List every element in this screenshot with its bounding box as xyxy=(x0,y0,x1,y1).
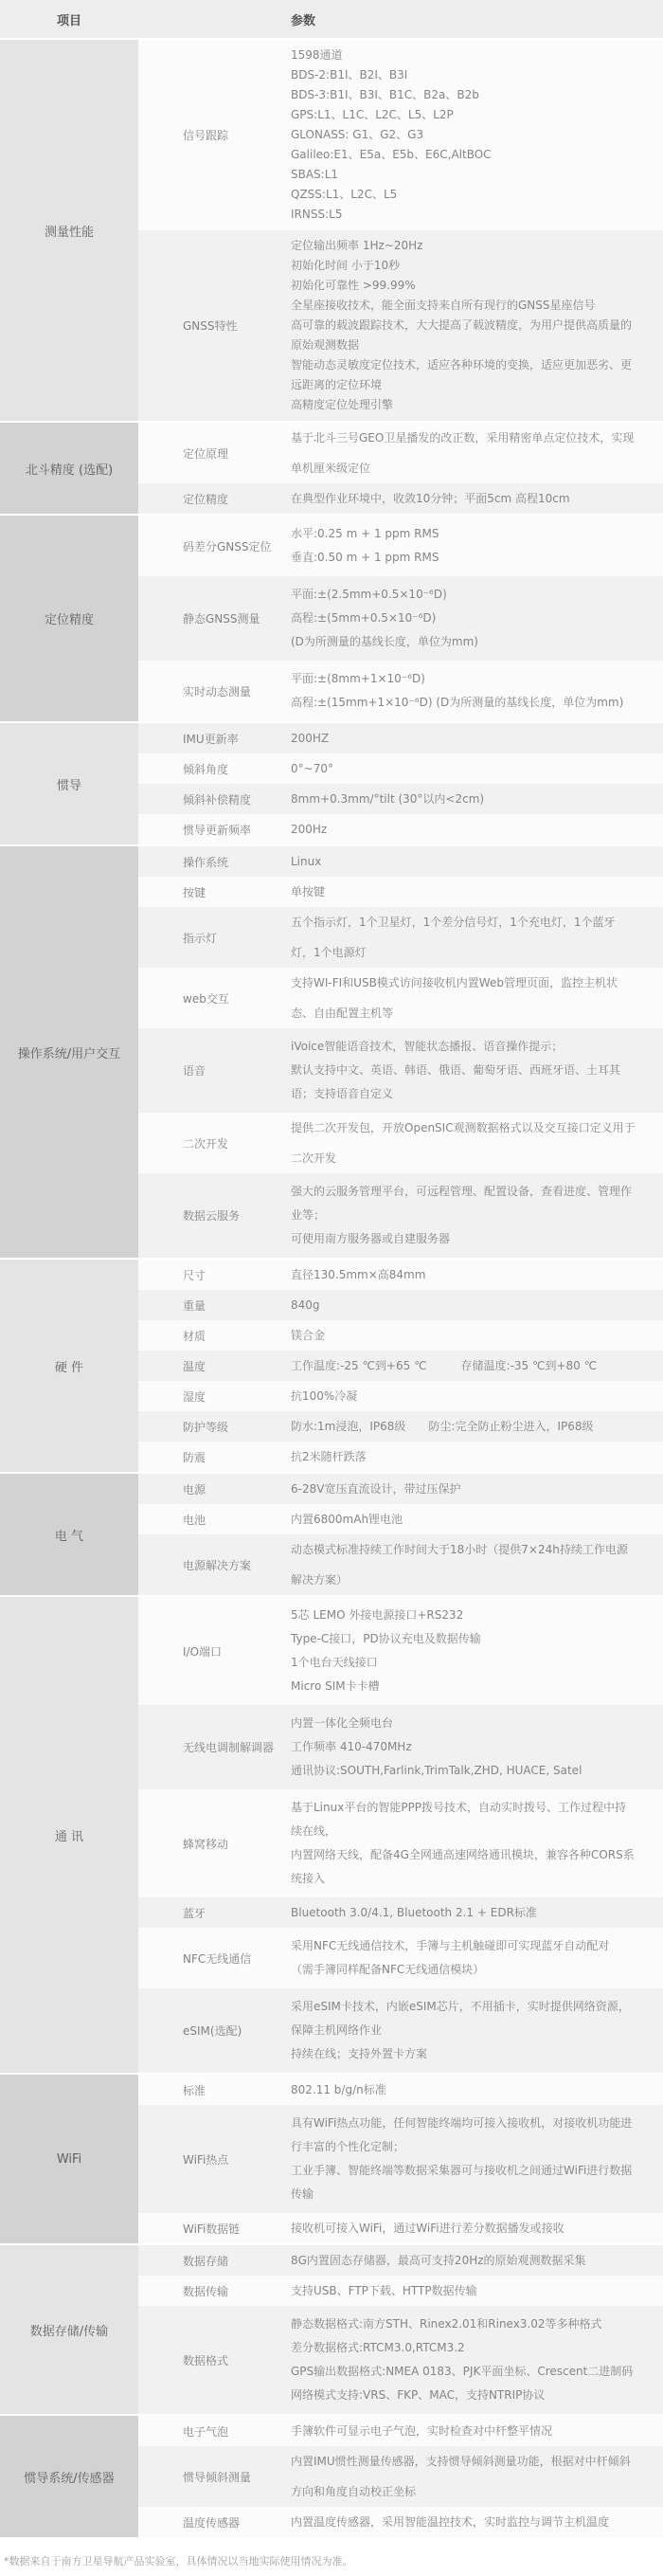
value-line: 抗2米随杆跌落 xyxy=(291,1450,367,1463)
value-line: (D为所测量的基线长度，单位为mm) xyxy=(291,635,478,648)
value-line: 可使用南方服务器或自建服务器 xyxy=(291,1232,451,1245)
value-line: 采用eSIM卡技术，内嵌eSIM芯片，不用插卡，实时提供网络资源，保障主机网络作业 xyxy=(291,2000,630,2037)
row-label: 指示灯 xyxy=(183,931,218,945)
row-value xyxy=(291,1180,663,1251)
row-label: 温度 xyxy=(183,1359,206,1373)
row-value xyxy=(291,846,663,877)
footnote: *数据来自于南方卫星导航产品实验室，具体情况以当地实际使用情况为准。 xyxy=(4,2555,353,2567)
spec-row xyxy=(138,1988,663,2073)
row-label: 数据传输 xyxy=(183,2284,229,2298)
row-value xyxy=(291,1796,663,1891)
row-label: 按键 xyxy=(183,885,206,899)
spec-row xyxy=(138,661,663,721)
spec-row xyxy=(138,483,663,514)
spec-row xyxy=(138,1028,663,1113)
row-value xyxy=(291,45,663,225)
row-value xyxy=(291,1381,663,1411)
table-header-row xyxy=(0,0,663,40)
spec-row xyxy=(138,40,663,230)
row-value xyxy=(291,2213,663,2243)
spec-row xyxy=(138,2306,663,2414)
row-label: 材质 xyxy=(183,1329,206,1343)
value-line: iVoice智能语音技术，智能状态播报、语音操作提示； xyxy=(291,1040,564,1053)
spec-row xyxy=(138,1705,663,1789)
value-line: 通讯协议:SOUTH,Farlink,TrimTalk,ZHD, HUACE, Satel xyxy=(291,1764,582,1777)
value-line: 高可靠的载波跟踪技术，大大提高了载波精度，为用户提供高质量的原始观测数据 xyxy=(291,318,633,352)
group-rows xyxy=(138,846,663,1258)
value-line: 高程:±(15mm+1×10⁻⁶D) (D为所测量的基线长度，单位为mm) xyxy=(291,696,624,709)
value-line: 镁合金 xyxy=(291,1329,326,1342)
value-line: BDS-2:B1I、B2I、B3I xyxy=(291,68,408,82)
value-line: 基于北斗三号GEO卫星播发的改正数，采用精密单点定位技术，实现单机厘米级定位 xyxy=(291,431,635,475)
row-label: 蓝牙 xyxy=(183,1906,206,1920)
spec-group xyxy=(0,1260,663,1474)
value-line: 采用NFC无线通信技术，手簿与主机触碰即可实现蓝牙自动配对 xyxy=(291,1939,610,1952)
row-label: 温度传感器 xyxy=(183,2515,241,2530)
value-line: 200Hz xyxy=(291,823,328,836)
row-value xyxy=(291,1260,663,1290)
value-line: 8G内置固态存储器，最高可支持20Hz的原始观测数据采集 xyxy=(291,2254,586,2267)
value-line: 基于Linux平台的智能PPP拨号技术，自动实时拨号、工作过程中持续在线， xyxy=(291,1801,627,1838)
value-line: 0°~70° xyxy=(291,762,333,775)
value-line: 支持WI-FI和USB模式访问接收机内置Web管理页面，监控主机状态、自由配置主机等 xyxy=(291,976,618,1020)
value-line: 五个指示灯，1个卫星灯，1个差分信号灯，1个充电灯，1个蓝牙灯，1个电源灯 xyxy=(291,916,616,959)
row-label: 数据存储 xyxy=(183,2254,229,2268)
spec-row xyxy=(138,2105,663,2213)
row-label: IMU更新率 xyxy=(183,732,239,746)
row-label: 电源 xyxy=(183,1482,206,1497)
row-value xyxy=(291,583,663,654)
spec-row xyxy=(138,2276,663,2306)
row-label: 重量 xyxy=(183,1298,206,1313)
row-label: 标准 xyxy=(183,2083,206,2097)
row-label: 静态GNSS测量 xyxy=(183,612,260,626)
spec-row xyxy=(138,723,663,753)
row-value xyxy=(291,1320,663,1351)
spec-row xyxy=(138,230,663,421)
value-line: 水平:0.25 m + 1 ppm RMS xyxy=(291,527,439,540)
row-label: 操作系统 xyxy=(183,855,229,869)
row-value xyxy=(291,1897,663,1928)
row-label: WiFi数据链 xyxy=(183,2222,241,2236)
row-label: eSIM(选配) xyxy=(183,2024,242,2038)
value-line: 高程:±(5mm+0.5×10⁻⁶D) xyxy=(291,611,437,625)
row-label: 电池 xyxy=(183,1513,206,1527)
value-line: Linux xyxy=(291,855,322,868)
row-label: 实时动态测量 xyxy=(183,684,252,698)
spec-row xyxy=(138,2446,663,2507)
spec-row xyxy=(138,2075,663,2105)
spec-row xyxy=(138,1474,663,1504)
spec-group xyxy=(0,2075,663,2245)
value-line: 动态模式标准持续工作时间大于18小时（提供7×24h持续工作电源解决方案） xyxy=(291,1543,628,1587)
row-value xyxy=(291,1712,663,1783)
spec-row xyxy=(138,1789,663,1897)
category-cell: 北斗精度 (选配) xyxy=(0,423,138,514)
row-label: GNSS特性 xyxy=(183,319,238,333)
group-rows xyxy=(138,40,663,421)
value-line: 1个电台天线接口 xyxy=(291,1656,378,1669)
category-cell: 通 讯 xyxy=(0,1597,138,2073)
value-line: 200HZ xyxy=(291,732,330,745)
row-value xyxy=(291,1351,663,1381)
spec-group xyxy=(0,1474,663,1597)
row-label: 电子气泡 xyxy=(183,2424,229,2439)
spec-row xyxy=(138,2416,663,2446)
row-value xyxy=(291,814,663,844)
category-cell: 硬 件 xyxy=(0,1260,138,1472)
group-rows xyxy=(138,1597,663,2073)
value-line: 差分数据格式:RTCM3.0,RTCM3.2 xyxy=(291,2341,465,2354)
value-line: 8mm+0.3mm/°tilt (30°以内<2cm) xyxy=(291,792,485,806)
group-rows xyxy=(138,1474,663,1595)
spec-row xyxy=(138,1442,663,1472)
value-line: 定位输出频率 1Hz~20Hz xyxy=(291,239,423,252)
row-label: 蜂窝移动 xyxy=(183,1837,229,1851)
spec-group xyxy=(0,2416,663,2539)
value-line: 防水:1m浸泡，IP68级 防尘:完全防止粉尘进入，IP68级 xyxy=(291,1420,594,1433)
spec-row xyxy=(138,1928,663,1988)
row-value xyxy=(291,1995,663,2066)
row-label: 惯导更新频率 xyxy=(183,823,252,837)
value-line: 在典型作业环境中，收敛10分钟；平面5cm 高程10cm xyxy=(291,492,570,505)
row-label: 定位精度 xyxy=(183,492,229,506)
value-line: 持续在线；支持外置卡方案 xyxy=(291,2047,428,2060)
value-line: 网络模式支持:VRS、FKP、MAC，支持NTRIP协议 xyxy=(291,2388,546,2402)
value-line: Galileo:E1、E5a、E5b、E6C,AltBOC xyxy=(291,148,492,161)
value-line: 内置6800mAh锂电池 xyxy=(291,1513,403,1526)
spec-row xyxy=(138,846,663,877)
category-cell: 操作系统/用户交互 xyxy=(0,846,138,1258)
value-line: 高精度定位处理引擎 xyxy=(291,398,394,411)
category-cell: 惯导 xyxy=(0,723,138,844)
value-line: IRNSS:L5 xyxy=(291,208,343,221)
row-label: 二次开发 xyxy=(183,1136,229,1151)
row-value xyxy=(291,877,663,907)
category-cell: 电 气 xyxy=(0,1474,138,1595)
value-line: 工作频率 410-470MHz xyxy=(291,1740,412,1753)
spec-row xyxy=(138,1260,663,1290)
spec-row xyxy=(138,2507,663,2537)
value-line: 提供二次开发包，开放OpenSIC观测数据格式以及交互接口定义用于二次开发 xyxy=(291,1121,636,1165)
group-rows xyxy=(138,1260,663,1472)
value-line: 单按键 xyxy=(291,885,326,898)
group-rows xyxy=(138,2075,663,2243)
row-value xyxy=(291,2507,663,2537)
value-line: 内置温度传感器，采用智能温控技术，实时监控与调节主机温度 xyxy=(291,2515,610,2529)
row-value xyxy=(291,1504,663,1534)
spec-table-body xyxy=(0,40,663,2539)
row-label: 倾斜角度 xyxy=(183,762,229,776)
group-rows xyxy=(138,423,663,514)
row-value xyxy=(291,667,663,715)
value-line: 平面:±(8mm+1×10⁻⁶D) xyxy=(291,672,425,685)
row-label: 湿度 xyxy=(183,1389,206,1404)
row-label: WiFi热点 xyxy=(183,2152,229,2167)
value-line: 静态数据格式:南方STH、Rinex2.01和Rinex3.02等多种格式 xyxy=(291,2317,602,2331)
spec-row xyxy=(138,1597,663,1705)
value-line: 默认支持中文、英语、韩语、俄语、葡萄牙语、西班牙语、土耳其语；支持语音自定义 xyxy=(291,1063,621,1100)
spec-row xyxy=(138,1897,663,1928)
value-line: 全星座接收技术，能全面支持来自所有现行的GNSS星座信号 xyxy=(291,299,596,312)
row-label: 语音 xyxy=(183,1064,206,1078)
row-label: 定位原理 xyxy=(183,446,229,461)
value-line: 6-28V宽压直流设计，带过压保护 xyxy=(291,1482,461,1496)
value-line: 垂直:0.50 m + 1 ppm RMS xyxy=(291,551,439,564)
row-value xyxy=(291,2416,663,2446)
row-value xyxy=(291,1113,663,1173)
value-line: Bluetooth 3.0/4.1, Bluetooth 2.1 + EDR标准 xyxy=(291,1906,537,1919)
row-label: 惯导倾斜测量 xyxy=(183,2470,252,2484)
spec-row xyxy=(138,753,663,784)
row-label: 防震 xyxy=(183,1450,206,1464)
spec-row xyxy=(138,784,663,814)
group-rows xyxy=(138,516,663,721)
category-cell: WiFi xyxy=(0,2075,138,2243)
spec-group xyxy=(0,423,663,516)
row-value xyxy=(291,2446,663,2507)
spec-group xyxy=(0,2245,663,2416)
spec-group xyxy=(0,846,663,1260)
spec-row xyxy=(138,1113,663,1173)
row-label: 电源解决方案 xyxy=(183,1558,252,1572)
value-line: 1598通道 xyxy=(291,48,343,62)
spec-row xyxy=(138,423,663,483)
spec-row xyxy=(138,1173,663,1258)
spec-row xyxy=(138,1351,663,1381)
spec-row xyxy=(138,877,663,907)
row-value xyxy=(291,1934,663,1982)
value-line: 强大的云服务管理平台，可远程管理、配置设备，查看进度、管理作业等； xyxy=(291,1185,633,1222)
value-line: GPS输出数据格式:NMEA 0183、PJK平面坐标、Crescent二进制码 xyxy=(291,2365,634,2378)
value-line: 具有WiFi热点功能，任何智能终端均可接入接收机，对接收机功能进行丰富的个性化定制； xyxy=(291,2116,633,2153)
row-label: 倾斜补偿精度 xyxy=(183,792,252,807)
value-line: BDS-3:B1I、B3I、B1C、B2a、B2b xyxy=(291,88,479,101)
row-value xyxy=(291,1604,663,1698)
row-label: 防护等级 xyxy=(183,1420,229,1434)
row-value xyxy=(291,2313,663,2407)
spec-group xyxy=(0,516,663,723)
row-label: 码差分GNSS定位 xyxy=(183,539,272,553)
row-value xyxy=(291,2276,663,2306)
row-value xyxy=(291,1534,663,1595)
value-line: 工作温度:-25 ℃到+65 ℃ 存储温度:-35 ℃到+80 ℃ xyxy=(291,1359,598,1372)
spec-group xyxy=(0,1597,663,2075)
value-line: 工业手簿、智能终端等数据采集器可与接收机之间通过WiFi进行数据传输 xyxy=(291,2164,633,2201)
row-label: 无线电调制解调器 xyxy=(183,1741,275,1754)
value-line: 初始化可靠性 >99.99% xyxy=(291,279,416,292)
value-line: Type-C接口，PD协议充电及数据传输 xyxy=(291,1632,481,1645)
row-label: 信号跟踪 xyxy=(183,129,229,142)
spec-row xyxy=(138,1320,663,1351)
value-line: 840g xyxy=(291,1298,320,1312)
row-label: I/O端口 xyxy=(183,1644,223,1659)
spec-group xyxy=(0,40,663,423)
row-value xyxy=(291,1035,663,1106)
value-line: 手簿软件可显示电子气泡，实时检查对中杆整平情况 xyxy=(291,2424,553,2438)
category-cell: 测量性能 xyxy=(0,40,138,421)
value-line: 智能动态灵敏度定位技术，适应各种环境的变换，适应更加恶劣、更远距离的定位环境 xyxy=(291,358,633,391)
value-line: GLONASS: G1、G2、G3 xyxy=(291,128,424,141)
row-label: 尺寸 xyxy=(183,1268,206,1282)
row-value xyxy=(291,483,663,514)
row-value xyxy=(291,2245,663,2276)
row-value xyxy=(291,2075,663,2105)
spec-row xyxy=(138,576,663,661)
row-value xyxy=(291,522,663,570)
spec-row xyxy=(138,516,663,576)
value-line: 抗100%冷凝 xyxy=(291,1389,358,1403)
value-line: 平面:±(2.5mm+0.5×10⁻⁶D) xyxy=(291,588,447,601)
value-line: 接收机可接入WiFi，通过WiFi进行差分数据播发或接收 xyxy=(291,2222,564,2235)
row-value xyxy=(291,907,663,968)
value-line: 内置IMU惯性测量传感器，支持惯导倾斜测量功能，根据对中杆倾斜方向和角度自动校正坐标 xyxy=(291,2455,631,2498)
spec-row xyxy=(138,814,663,844)
row-value xyxy=(291,968,663,1028)
value-line: 802.11 b/g/n标准 xyxy=(291,2083,386,2096)
spec-row xyxy=(138,2213,663,2243)
row-value xyxy=(291,1290,663,1320)
spec-row xyxy=(138,968,663,1028)
value-line: 支持USB、FTP下载、HTTP数据传输 xyxy=(291,2284,477,2297)
spec-row xyxy=(138,907,663,968)
value-line: QZSS:L1、L2C、L5 xyxy=(291,188,398,201)
value-line: SBAS:L1 xyxy=(291,168,339,181)
spec-row xyxy=(138,1381,663,1411)
group-rows xyxy=(138,2245,663,2414)
header-item-column: 项目 xyxy=(56,13,81,28)
row-value xyxy=(291,723,663,753)
value-line: 内置网络天线，配备4G全网通高速网络通讯模块，兼容各种CORS系统接入 xyxy=(291,1848,635,1885)
spec-row xyxy=(138,1534,663,1595)
value-line: GPS:L1、L1C、L2C、L5、L2P xyxy=(291,108,454,121)
row-value xyxy=(291,1474,663,1504)
category-cell: 惯导系统/传感器 xyxy=(0,2416,138,2537)
value-line: 直径130.5mm×高84mm xyxy=(291,1268,426,1281)
spec-row xyxy=(138,1411,663,1442)
value-line: 内置一体化全频电台 xyxy=(291,1716,394,1730)
spec-row xyxy=(138,1504,663,1534)
header-param-column: 参数 xyxy=(291,13,316,28)
row-label: NFC无线通信 xyxy=(183,1951,252,1966)
row-label: web交互 xyxy=(183,991,229,1006)
value-line: Micro SIM卡卡槽 xyxy=(291,1679,380,1693)
row-value xyxy=(291,236,663,415)
row-label: 数据云服务 xyxy=(183,1209,241,1223)
row-value xyxy=(291,1411,663,1442)
value-line: （需手簿同样配备NFC无线通信模块） xyxy=(291,1963,485,1976)
spec-row xyxy=(138,1290,663,1320)
row-value xyxy=(291,423,663,483)
category-cell: 数据存储/传输 xyxy=(0,2245,138,2414)
group-rows xyxy=(138,2416,663,2537)
category-cell: 定位精度 xyxy=(0,516,138,721)
row-value xyxy=(291,2112,663,2206)
spec-row xyxy=(138,2245,663,2276)
value-line: 初始化时间 小于10秒 xyxy=(291,259,401,272)
row-label: 数据格式 xyxy=(183,2353,229,2367)
group-rows xyxy=(138,723,663,844)
row-value xyxy=(291,1442,663,1472)
spec-group xyxy=(0,723,663,846)
value-line: 5芯 LEMO 外接电源接口+RS232 xyxy=(291,1608,464,1622)
row-value xyxy=(291,784,663,814)
row-value xyxy=(291,753,663,784)
